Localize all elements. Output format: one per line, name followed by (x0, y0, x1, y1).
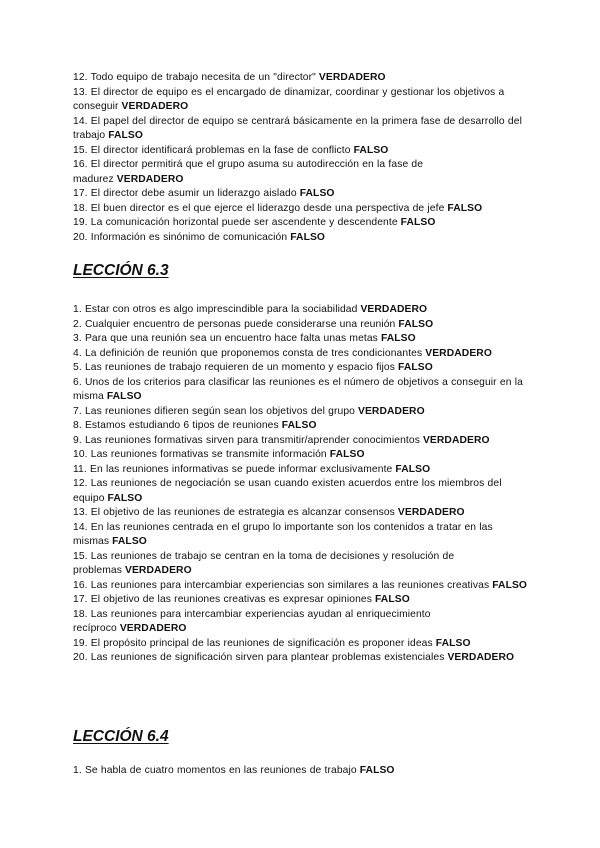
question-text: 4. La definición de reunión que proponemos consta de tres condicionantes (73, 347, 423, 359)
question-item (73, 550, 533, 579)
answer-label: FALSO (112, 536, 147, 547)
answer-label: FALSO (359, 765, 395, 776)
question-list-leccion-6-3 (73, 303, 533, 666)
question-text: 10. Las reuniones formativas se transmite información (73, 449, 327, 460)
answer-label: FALSO (374, 594, 410, 605)
heading-leccion-6-3: LECCIÓN 6.3 (73, 262, 169, 279)
answer-label: FALSO (353, 144, 389, 156)
question-text: 17. El objetivo de las reuniones creativas es expresar opiniones (73, 594, 372, 605)
answer-label: VERDADERO (360, 304, 428, 315)
question-item (73, 521, 533, 550)
answer-label: FALSO (398, 318, 434, 330)
question-item (73, 303, 533, 318)
answer-label: VERDADERO (124, 565, 192, 576)
question-item (73, 651, 533, 666)
answer-label: FALSO (435, 637, 471, 649)
question-text: 15. El director identificará problemas en la fase de conflicto (73, 144, 351, 156)
answer-label: FALSO (108, 130, 144, 141)
answer-label: VERDADERO (397, 507, 465, 518)
question-item (73, 347, 533, 362)
question-item (73, 608, 533, 637)
question-item (73, 71, 533, 86)
question-item (73, 463, 533, 478)
answer-label: FALSO (492, 579, 528, 591)
question-text: 2. Cualquier encuentro de personas puede considerarse una reunión (73, 318, 396, 330)
question-text: 17. El director debe asumir un liderazgo aislado (73, 188, 297, 199)
answer-label: VERDADERO (358, 405, 425, 417)
question-item (73, 144, 533, 159)
question-text: 15. Las reuniones de trabajo se centran en la toma de decisiones y resolución de problemas (73, 550, 455, 576)
question-text: 20. Información es sinónimo de comunicación (73, 231, 288, 243)
answer-label: VERDADERO (121, 101, 189, 112)
question-text: 18. Las reuniones para intercambiar experiencias ayudan al enriquecimiento recíproco (73, 608, 431, 634)
question-item (73, 158, 533, 187)
answer-label: FALSO (447, 202, 483, 214)
question-text: 1. Se habla de cuatro momentos en las reuniones de trabajo (73, 765, 357, 776)
question-item (73, 187, 533, 202)
question-item (73, 86, 533, 115)
question-text: 19. La comunicación horizontal puede ser ascendente y descendente (73, 217, 398, 228)
question-item (73, 419, 533, 434)
answer-label: FALSO (380, 333, 416, 344)
question-item (73, 593, 533, 608)
question-text: 13. El director de equipo es el encargado de dinamizar, coordinar y gestionar los objetivos a conseguir (73, 86, 505, 112)
question-item (73, 579, 533, 594)
question-text: 12. Las reuniones de negociación se usan cuando existen acuerdos entre los miembros del equipo (73, 478, 502, 504)
question-item (73, 332, 533, 347)
question-item (73, 202, 533, 217)
answer-label: VERDADERO (425, 347, 492, 359)
question-item (73, 216, 533, 231)
heading-leccion-6-4: LECCIÓN 6.4 (73, 728, 169, 745)
question-list-section-1 (73, 71, 533, 245)
question-text: 11. En las reuniones informativas se puede informar exclusivamente (73, 463, 393, 475)
question-text: 20. Las reuniones de significación sirven para plantear problemas existenciales (73, 652, 445, 663)
question-text: 19. El propósito principal de las reuniones de significación es proponer ideas (73, 637, 433, 649)
question-item (73, 637, 533, 652)
question-item (73, 477, 533, 506)
question-text: 16. El director permitirá que el grupo asuma su autodirección en la fase de madurez (73, 159, 424, 185)
question-item (73, 764, 533, 779)
question-text: 12. Todo equipo de trabajo necesita de un "director" (73, 72, 316, 83)
answer-label: FALSO (106, 391, 142, 402)
question-item (73, 506, 533, 521)
question-item (73, 115, 533, 144)
answer-label: FALSO (400, 217, 436, 228)
answer-label: VERDADERO (116, 173, 184, 185)
answer-label: FALSO (299, 188, 335, 199)
question-item (73, 231, 533, 246)
answer-label: FALSO (329, 449, 365, 460)
question-item (73, 434, 533, 449)
question-text: 8. Estamos estudiando 6 tipos de reuniones (73, 420, 279, 431)
answer-label: VERDADERO (422, 434, 490, 446)
question-text: 9. Las reuniones formativas sirven para transmitir/aprender conocimientos (73, 434, 420, 446)
question-text: 5. Las reuniones de trabajo requieren de un momento y espacio fijos (73, 362, 396, 373)
question-item (73, 405, 533, 420)
question-text: 18. El buen director es el que ejerce el liderazgo desde una perspectiva de jefe (73, 202, 445, 214)
question-item (73, 448, 533, 463)
answer-label: VERDADERO (119, 623, 187, 634)
answer-label: FALSO (107, 492, 143, 504)
question-text: 16. Las reuniones para intercambiar experiencias son similares a las reuniones creativas (73, 579, 490, 591)
answer-label: FALSO (395, 463, 431, 475)
question-item (73, 361, 533, 376)
question-text: 3. Para que una reunión sea un encuentro hace falta unas metas (73, 333, 378, 344)
question-text: 1. Estar con otros es algo imprescindible para la sociabilidad (73, 304, 358, 315)
question-item (73, 376, 533, 405)
question-list-leccion-6-4 (73, 764, 533, 779)
question-text: 14. En las reuniones centrada en el grupo lo importante son los contenidos a tratar en las mismas (73, 521, 493, 547)
question-item (73, 318, 533, 333)
question-text: 6. Unos de los criterios para clasificar las reuniones es el número de objetivos a conseguir en la misma (73, 376, 523, 402)
answer-label: VERDADERO (447, 652, 515, 663)
answer-label: FALSO (290, 231, 326, 243)
answer-label: FALSO (281, 420, 317, 431)
question-text: 14. El papel del director de equipo se centrará básicamente en la primera fase de desarrollo del trabajo (73, 115, 522, 141)
answer-label: VERDADERO (318, 72, 386, 83)
answer-label: FALSO (398, 362, 433, 373)
question-text: 13. El objetivo de las reuniones de estrategia es alcanzar consensos (73, 507, 395, 518)
question-text: 7. Las reuniones difieren según sean los objetivos del grupo (73, 405, 355, 417)
